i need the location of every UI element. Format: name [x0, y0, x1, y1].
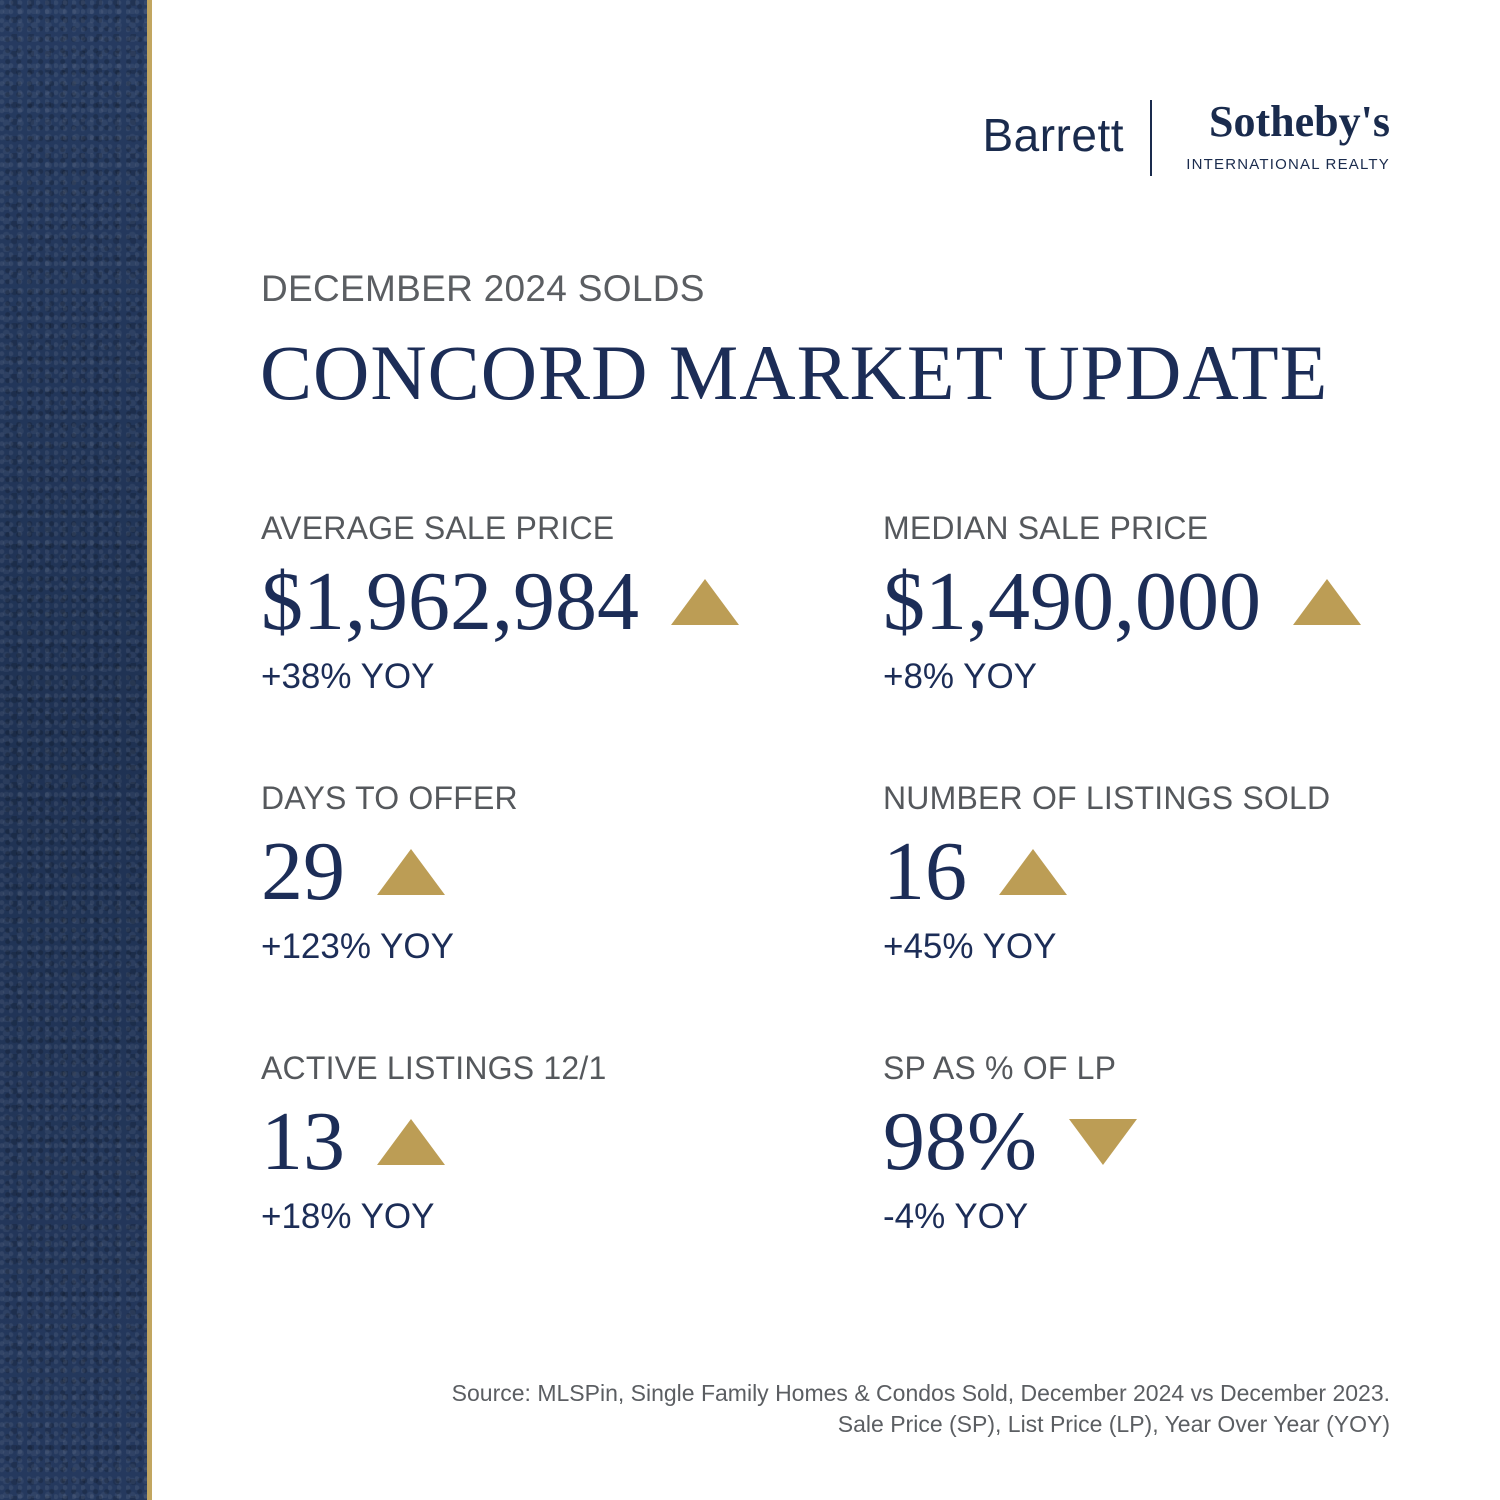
stat-value: 16	[883, 825, 967, 918]
stat-active-listings	[261, 1050, 606, 1237]
stat-label: NUMBER OF LISTINGS SOLD	[883, 780, 1331, 816]
page-title: CONCORD MARKET UPDATE	[260, 329, 1329, 416]
stat-yoy: +8% YOY	[883, 657, 1038, 696]
stat-listings-sold	[883, 780, 1330, 967]
stat-value: $1,490,000	[883, 555, 1261, 648]
stat-average-sale-price	[261, 510, 739, 697]
page-subtitle: DECEMBER 2024 SOLDS	[261, 268, 705, 309]
brand-name-right: Sotheby's	[1209, 97, 1390, 146]
stat-yoy: +18% YOY	[261, 1197, 435, 1236]
source-footnote	[452, 1378, 1390, 1440]
stat-value: 13	[261, 1095, 345, 1188]
stat-yoy: +38% YOY	[261, 657, 435, 696]
triangle-up-icon	[1293, 579, 1361, 625]
triangle-up-icon	[671, 579, 739, 625]
stat-median-sale-price	[883, 510, 1361, 697]
stat-label: AVERAGE SALE PRICE	[261, 510, 615, 546]
stat-yoy: +123% YOY	[261, 927, 454, 966]
stat-label: MEDIAN SALE PRICE	[883, 510, 1209, 546]
triangle-down-icon	[1069, 1119, 1137, 1165]
stat-value: 98%	[883, 1095, 1037, 1188]
stat-value: 29	[261, 825, 345, 918]
stat-value: $1,962,984	[261, 555, 639, 648]
stat-label: DAYS TO OFFER	[261, 780, 518, 816]
leather-texture-panel	[0, 0, 147, 1500]
logo-divider	[1150, 100, 1152, 176]
stat-yoy: +45% YOY	[883, 927, 1057, 966]
gold-accent-stripe	[147, 0, 152, 1500]
triangle-up-icon	[377, 1119, 445, 1165]
source-line-2: Sale Price (SP), List Price (LP), Year Over Year (YOY)	[837, 1411, 1390, 1437]
source-line-1: Source: MLSPin, Single Family Homes & Condos Sold, December 2024 vs December 2023.	[451, 1380, 1390, 1406]
brand-name-left: Barrett	[982, 109, 1124, 161]
triangle-up-icon	[377, 849, 445, 895]
stat-days-to-offer	[261, 780, 518, 967]
stat-label: SP AS % OF LP	[883, 1050, 1117, 1086]
stat-sp-percent-lp	[883, 1050, 1137, 1237]
brand-tagline: INTERNATIONAL REALTY	[1186, 156, 1390, 173]
brand-logo	[930, 97, 1390, 176]
triangle-up-icon	[999, 849, 1067, 895]
stat-yoy: -4% YOY	[883, 1197, 1029, 1236]
stat-label: ACTIVE LISTINGS 12/1	[261, 1050, 607, 1086]
